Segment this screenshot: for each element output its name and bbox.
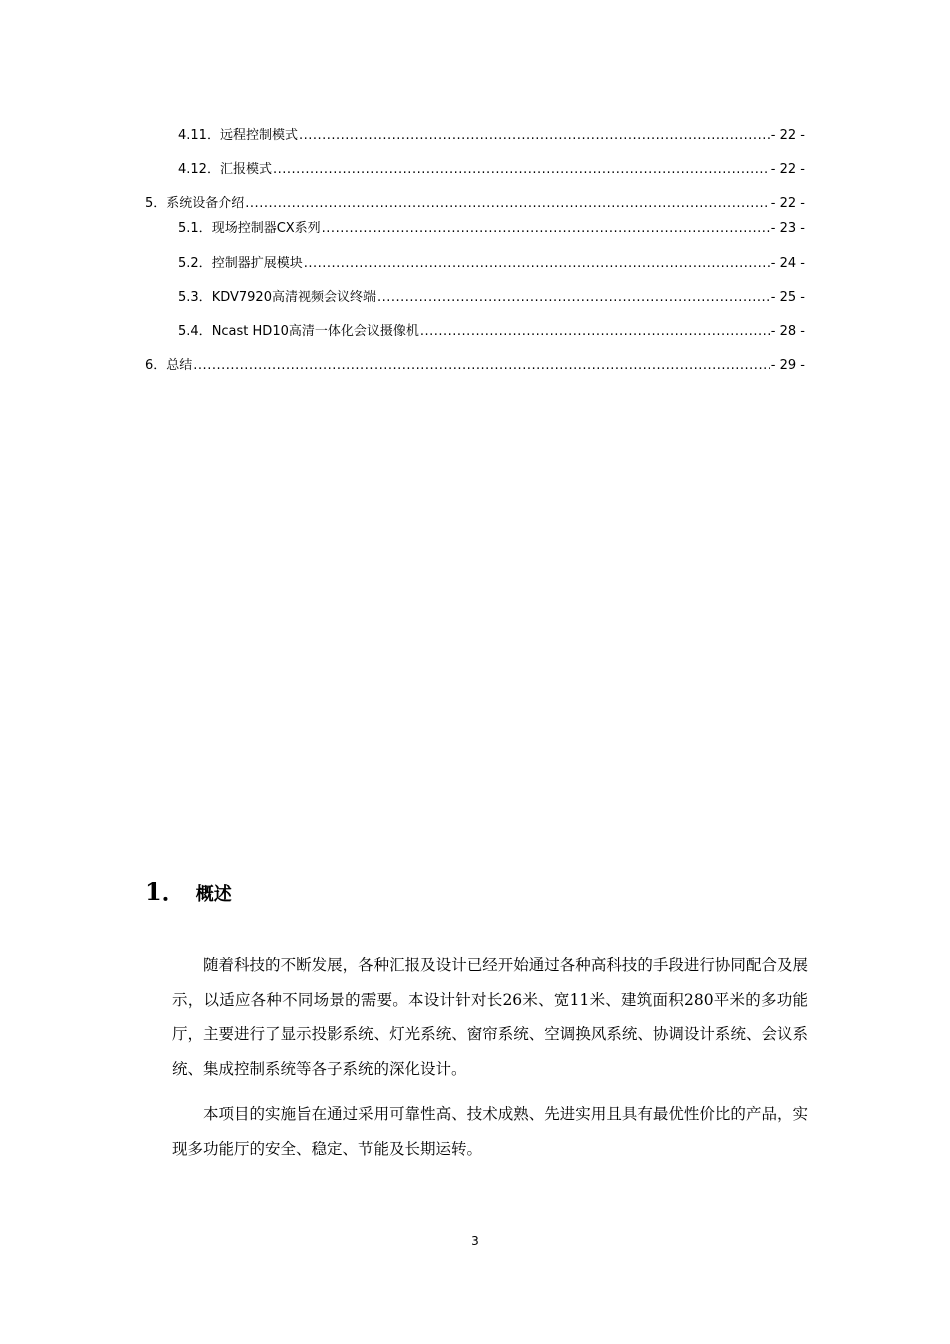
toc-entry-page: - 28 -: [770, 324, 805, 339]
toc-entry-label: Ncast HD10高清一体化会议摄像机: [211, 324, 419, 339]
body-paragraph: 本项目的实施旨在通过采用可靠性高、技术成熟、先进实用且具有最优性价比的产品，实现多功能厅的安全、稳定、节能及长期运转。: [172, 1105, 808, 1158]
toc-leader-dots: [245, 194, 770, 214]
toc-entry-4-11[interactable]: [178, 126, 805, 146]
toc-entry-5-4[interactable]: [178, 322, 805, 342]
toc-entry-page: - 23 -: [770, 221, 805, 236]
toc-entry-number: 5.3．: [178, 290, 212, 305]
toc-entry-label: 现场控制器CX系列: [211, 221, 321, 236]
toc-entry-page: - 25 -: [770, 290, 805, 305]
page-number: 3: [471, 1234, 479, 1248]
toc-entry-number: 4.11．: [178, 128, 220, 143]
toc-entry-number: 5.1．: [178, 221, 212, 236]
toc-entry-6[interactable]: [145, 356, 805, 376]
section-title: 概述: [195, 884, 232, 905]
toc-leader-dots: [304, 254, 770, 274]
toc-entry-number: 6．: [145, 358, 167, 373]
toc-entry-5-2[interactable]: [178, 254, 805, 274]
toc-entry-page: - 22 -: [770, 162, 805, 177]
toc-entry-page: - 22 -: [770, 196, 805, 211]
toc-leader-dots: [420, 322, 770, 342]
toc-leader-dots: [322, 219, 770, 239]
toc-entry-page: - 22 -: [770, 128, 805, 143]
section-number: 1．: [145, 877, 186, 906]
toc-entry-number: 5．: [145, 196, 167, 211]
section-heading: [145, 872, 232, 907]
toc-entry-4-12[interactable]: [178, 160, 805, 180]
toc-entry-page: - 29 -: [770, 358, 805, 373]
toc-leader-dots: [273, 160, 770, 180]
toc-entry-label: 汇报模式: [219, 162, 272, 177]
toc-entry-5-1[interactable]: [178, 219, 805, 239]
toc-entry-label: KDV7920高清视频会议终端: [211, 290, 376, 305]
toc-entry-number: 4.12．: [178, 162, 220, 177]
toc-entry-5-3[interactable]: [178, 288, 805, 308]
body-paragraph: 随着科技的不断发展，各种汇报及设计已经开始通过各种高科技的手段进行协同配合及展示，以适应各种不同场景的需要。本设计针对长26米、宽11米、建筑面积280平米的多功能厅，主要进行了显示投影系统、灯光系统、窗帘系统、空调换风系统、协调设计系统、会议系统、集成控制系统等各子系统的深化设计。: [172, 956, 808, 1078]
toc-leader-dots: [193, 356, 770, 376]
toc-entry-label: 远程控制模式: [219, 128, 298, 143]
toc-entry-label: 系统设备介绍: [166, 196, 245, 211]
toc-entry-page: - 24 -: [770, 256, 805, 271]
toc-leader-dots: [299, 126, 770, 146]
toc-entry-label: 总结: [166, 358, 193, 373]
toc-leader-dots: [377, 288, 770, 308]
toc-entry-label: 控制器扩展模块: [211, 256, 303, 271]
toc-entry-5[interactable]: [145, 194, 805, 214]
toc-entry-number: 5.2．: [178, 256, 212, 271]
toc-entry-number: 5.4．: [178, 324, 212, 339]
